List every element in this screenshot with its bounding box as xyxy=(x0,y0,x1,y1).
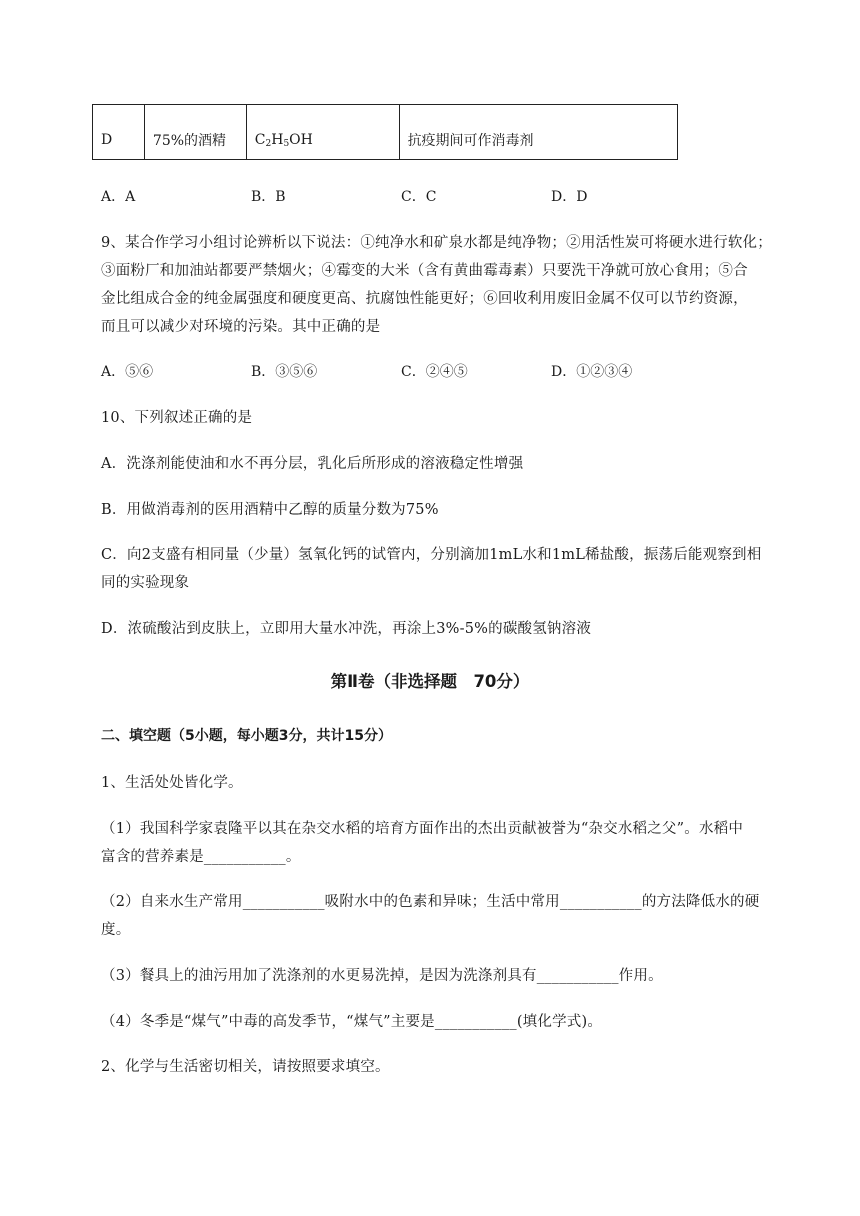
table-cell-use: 抗疫期间可作消毒剂 xyxy=(399,105,677,160)
part2-title: 二、填空题（5小题，每小题3分，共计15分） xyxy=(101,728,392,744)
formula-c: C xyxy=(254,131,266,148)
formula-sub-5: 5 xyxy=(283,138,290,149)
q10-option-a: A．洗涤剂能使油和水不再分层，乳化后所形成的溶液稳定性增强 xyxy=(101,456,524,472)
fill1-stem: 1、生活处处皆化学。 xyxy=(101,775,243,791)
q9-option-d: D．①②③④ xyxy=(551,364,633,380)
table-row xyxy=(93,105,678,160)
table-cell-formula xyxy=(246,105,399,160)
q8-option-b: B．B xyxy=(251,189,286,205)
q8-option-d: D．D xyxy=(551,189,588,205)
fill1-part1-line-2: 富含的营养素是___________。 xyxy=(101,849,301,865)
q9-option-a: A．⑤⑥ xyxy=(101,364,154,380)
fill1-part2-line-1: （2）自来水生产常用___________吸附水中的色素和异味；生活中常用___________的方法降低水的硬 xyxy=(101,894,760,910)
formula-oh: OH xyxy=(289,131,313,148)
q9-option-b: B．③⑤⑥ xyxy=(251,364,318,380)
q9-line-2: ③面粉厂和加油站都要严禁烟火；④霉变的大米（含有黄曲霉毒素）只要洗干净就可放心食用；⑤合 xyxy=(101,263,748,279)
q9-option-c: C．②④⑤ xyxy=(401,364,468,380)
formula-h: H xyxy=(271,131,284,148)
fill2-stem: 2、化学与生活密切相关，请按照要求填空。 xyxy=(101,1059,390,1075)
answer-table xyxy=(92,104,678,160)
fill1-part2-line-2: 度。 xyxy=(101,922,131,938)
fill1-part4: （4）冬季是“煤气”中毒的高发季节，“煤气”主要是___________(填化学式)。 xyxy=(101,1014,603,1030)
q10-option-c-line-1: C．向2支盛有相同量（少量）氢氧化钙的试管内，分别滴加1mL水和1mL稀盐酸，振荡后能观察到相 xyxy=(101,547,762,563)
fill1-part3: （3）餐具上的油污用加了洗涤剂的水更易洗掉，是因为洗涤剂具有___________作用。 xyxy=(101,968,663,984)
q10-stem: 10、下列叙述正确的是 xyxy=(101,410,253,426)
q10-option-d: D．浓硫酸沾到皮肤上，立即用大量水冲洗，再涂上3%-5%的碳酸氢钠溶液 xyxy=(101,621,592,637)
q10-option-b: B．用做消毒剂的医用酒精中乙醇的质量分数为75% xyxy=(101,502,439,518)
q9-line-3: 金比组成合金的纯金属强度和硬度更高、抗腐蚀性能更好；⑥回收利用废旧金属不仅可以节约资源， xyxy=(101,291,748,307)
table-cell-option: D xyxy=(93,105,145,160)
q8-option-a: A．A xyxy=(101,189,136,205)
q8-option-c: C．C xyxy=(401,189,437,205)
formula-sub-2: 2 xyxy=(265,138,272,149)
table-cell-substance: 75%的酒精 xyxy=(144,105,246,160)
q10-option-c-line-2: 同的实验现象 xyxy=(101,575,190,591)
fill1-part1-line-1: （1）我国科学家袁隆平以其在杂交水稻的培育方面作出的杰出贡献被誉为“杂交水稻之父”。水稻中 xyxy=(101,821,744,837)
q9-line-4: 而且可以减少对环境的污染。其中正确的是 xyxy=(101,319,381,335)
q9-line-1: 9、某合作学习小组讨论辨析以下说法：①纯净水和矿泉水都是纯净物；②用活性炭可将硬水进行软化； xyxy=(101,235,772,251)
section-title: 第Ⅱ卷（非选择题 70分） xyxy=(330,672,530,691)
